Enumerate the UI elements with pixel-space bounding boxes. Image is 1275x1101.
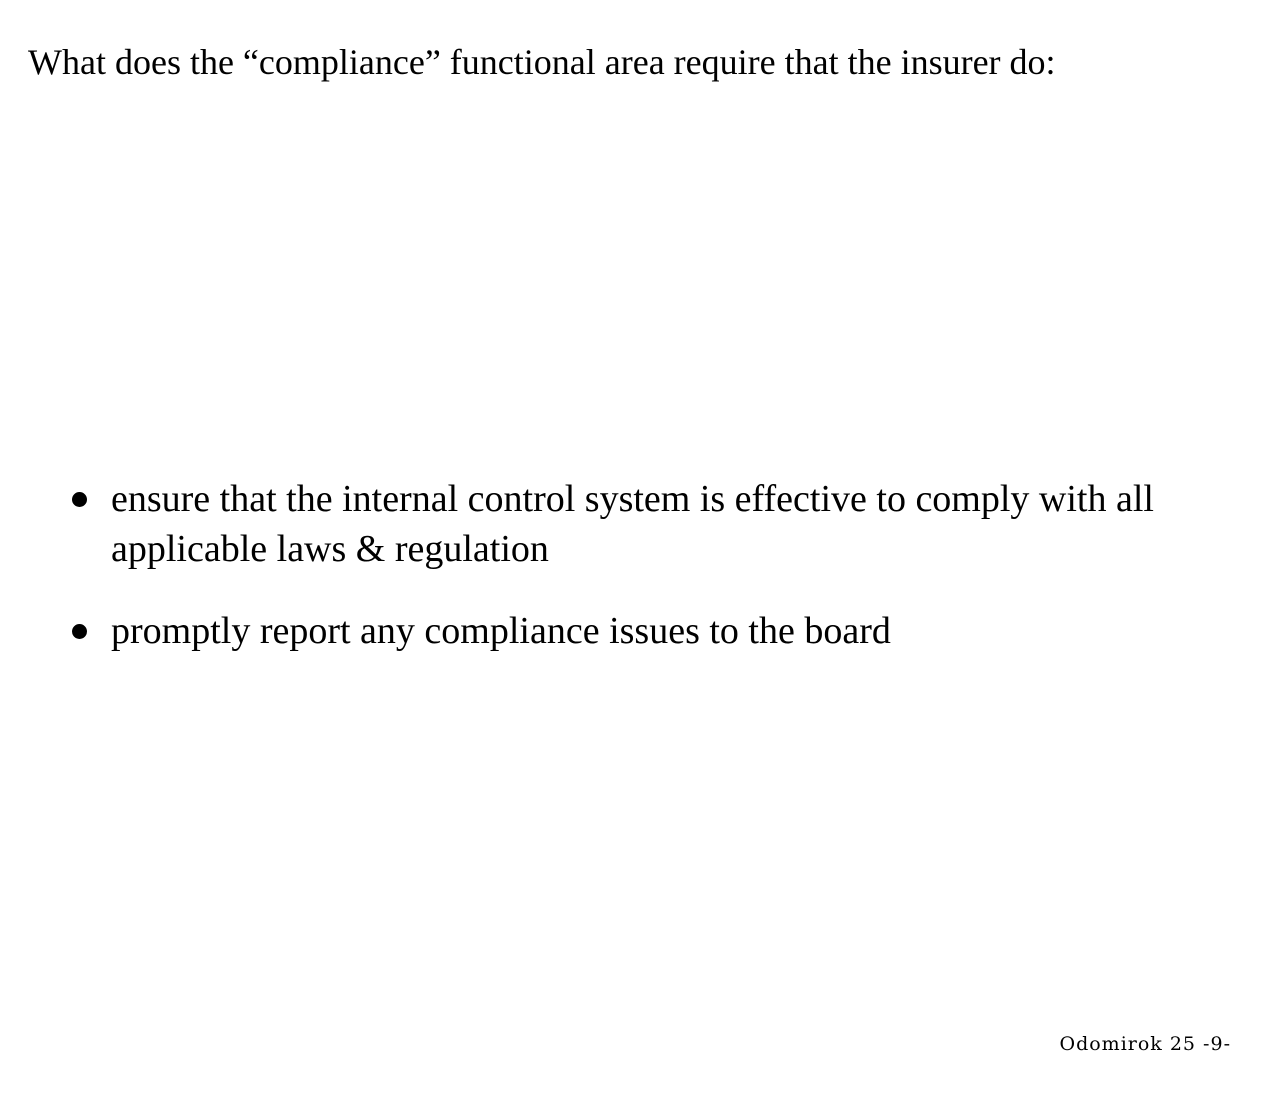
list-item <box>66 474 1236 574</box>
list-item <box>66 606 1236 656</box>
bullet-icon <box>72 624 87 639</box>
answer-list <box>66 474 1236 688</box>
question-heading: What does the “compliance” functional area require that the insurer do: <box>28 42 1056 82</box>
list-item-text: ensure that the internal control system is effective to comply with all applicable laws & regulation <box>111 478 1154 570</box>
bullet-icon <box>72 492 87 507</box>
list-item-text: promptly report any compliance issues to the board <box>111 610 891 652</box>
page-footer: Odomirok 25 -9- <box>1059 1033 1231 1055</box>
